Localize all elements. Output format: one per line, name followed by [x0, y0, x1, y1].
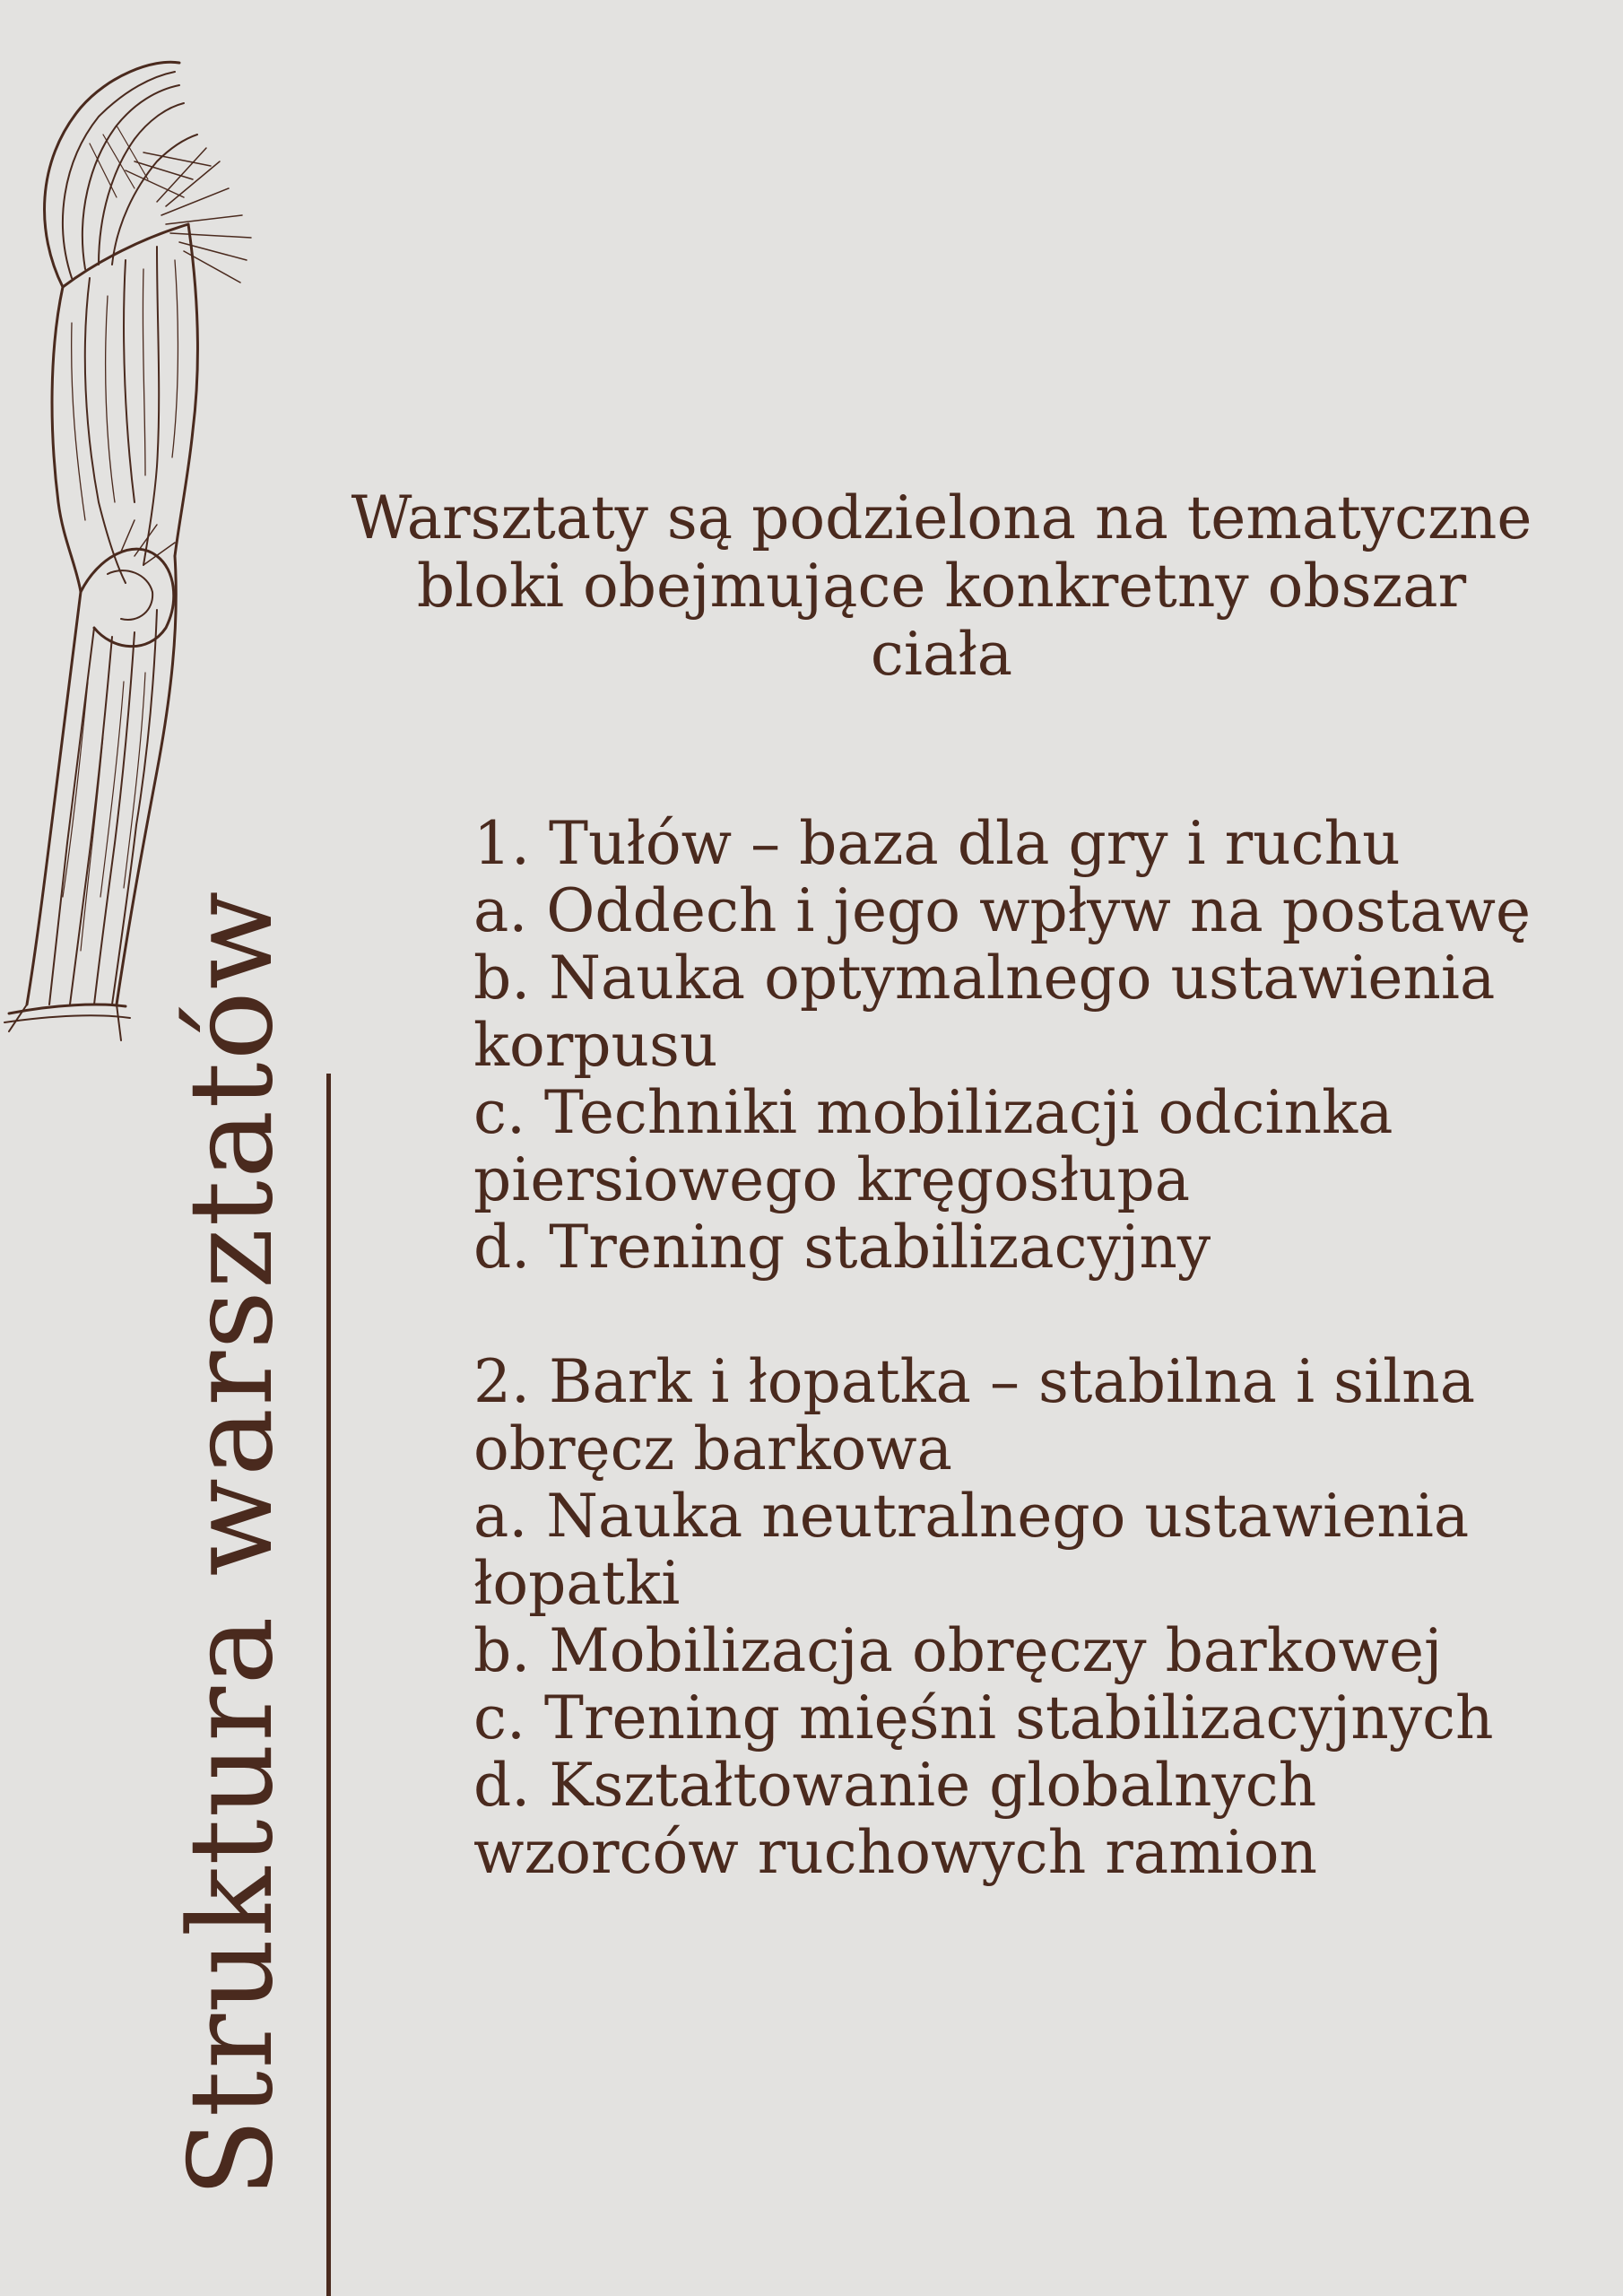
block-torso [473, 810, 1603, 1281]
block-heading: 2. Bark i łopatka – stabilna i silna [473, 1347, 1476, 1416]
vertical-divider [326, 1074, 331, 2296]
list-item: a. Nauka neutralnego ustawienia [473, 1482, 1470, 1551]
list-item: d. Kształtowanie globalnych [473, 1751, 1317, 1820]
list-item: wzorców ruchowych ramion [473, 1818, 1318, 1887]
list-item: d. Trening stabilizacyjny [473, 1213, 1211, 1282]
list-item: c. Techniki mobilizacji odcinka [473, 1078, 1393, 1147]
list-item: piersiowego kręgosłupa [473, 1145, 1191, 1214]
block-spacer [473, 1281, 1603, 1348]
list-item: łopatki [473, 1549, 681, 1618]
intro-text [305, 484, 1578, 689]
list-item: b. Mobilizacja obręczy barkowej [473, 1616, 1443, 1685]
intro-line: bloki obejmujące konkretny obszar [416, 552, 1467, 621]
list-item: a. Oddech i jego wpływ na postawę [473, 876, 1532, 945]
block-shoulder [473, 1348, 1603, 1886]
page-title: Struktura warsztatów [165, 889, 299, 2197]
list-item: c. Trening mięśni stabilizacyjnych [473, 1683, 1494, 1752]
workshop-blocks [473, 810, 1603, 1886]
intro-line: Warsztaty są podzielona na tematyczne [351, 483, 1532, 552]
intro-line: ciała [870, 620, 1013, 689]
list-item: korpusu [473, 1011, 718, 1080]
block-heading: 1. Tułów – baza dla gry i ruchu [473, 809, 1401, 878]
list-item: b. Nauka optymalnego ustawienia [473, 944, 1496, 1013]
block-heading-continued: obręcz barkowa [473, 1414, 953, 1483]
